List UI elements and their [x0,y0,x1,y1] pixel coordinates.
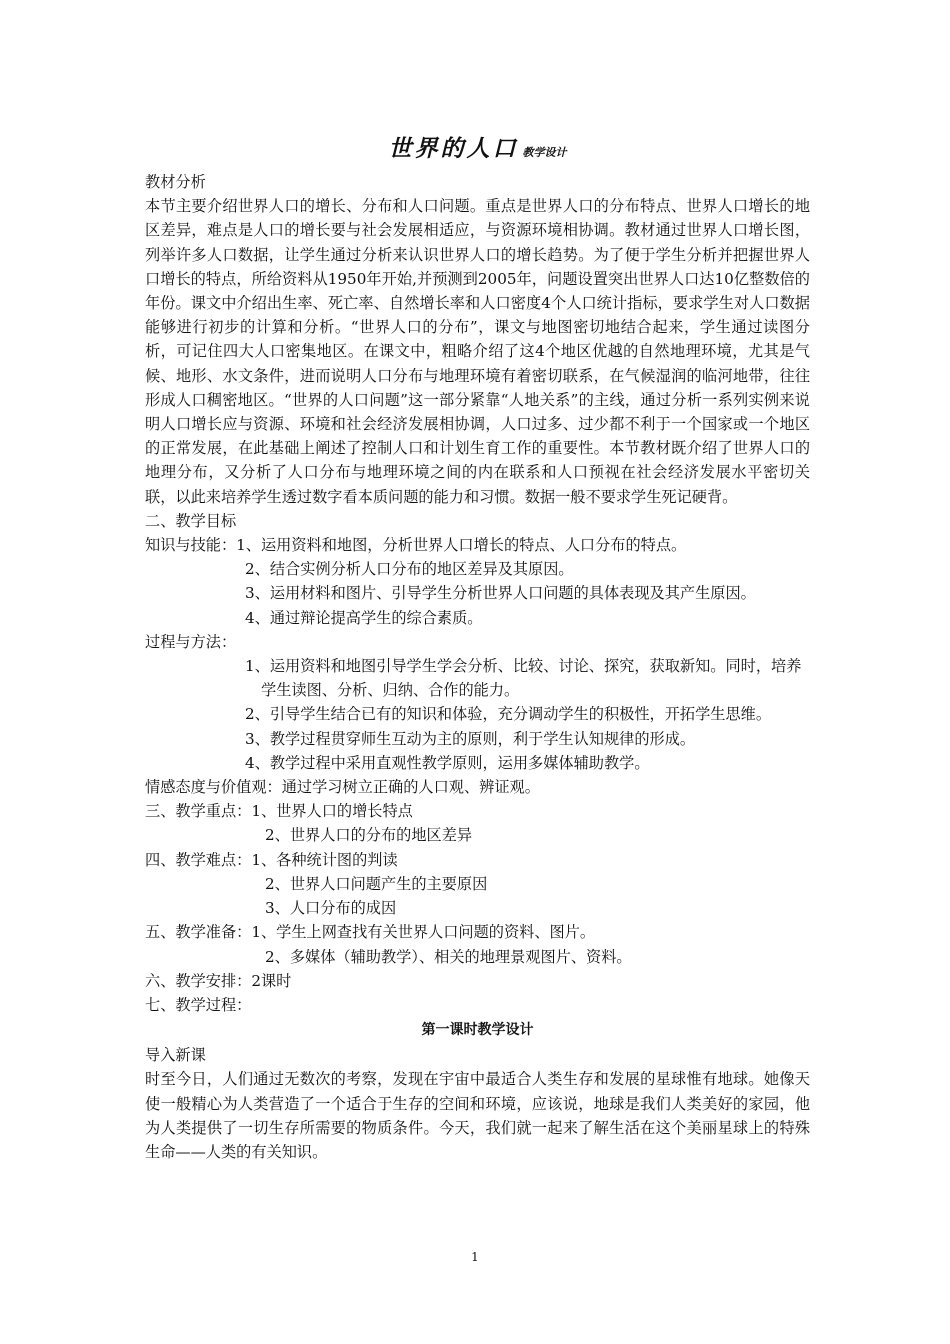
title-sub: 教学设计 [522,146,567,159]
document-page [145,132,810,1164]
knowledge-line-1 [145,533,810,557]
intro-heading: 导入新课 [145,1046,206,1065]
process-item-2: 2、引导学生结合已有的知识和体验，充分调动学生的积极性，开拓学生思维。 [245,705,772,724]
process-item-1b: 学生读图、分析、归纳、合作的能力。 [261,681,520,700]
preparation-line-2: 2、多媒体（辅助教学）、相关的地理景观图片、资料。 [265,947,632,966]
knowledge-item-2: 2、结合实例分析人口分布的地区差异及其原因。 [245,560,574,579]
difficulties-line-3: 3、人口分布的成因 [265,899,397,918]
lesson1-heading: 第一课时教学设计 [421,1022,534,1039]
emotion-line: 情感态度与价值观：通过学习树立正确的人口观、辨证观。 [145,778,540,797]
schedule-line: 六、教学安排：2课时 [145,971,292,990]
material-heading: 教材分析 [145,173,206,191]
key-points-line-1: 三、教学重点：1、世界人口的增长特点 [145,802,413,821]
knowledge-label: 知识与技能： [145,536,237,555]
intro-body: 时至今日，人们通过无数次的考察，发现在宇宙中最适合人类生存和发展的星球惟有地球。她像天使一般精心为人类营造了一个适合于生存的空间和环境，应该说，地球是我们人类美好的家园，他为人类提供了一切生存所需要的物质条件。今天，我们就一起来了解生活在这个美丽星球上的特殊生命——人类的有关知识。 [145,1070,810,1161]
process-heading: 七、教学过程： [145,995,252,1014]
knowledge-item-4: 4、通过辩论提高学生的综合素质。 [245,608,483,627]
knowledge-item-3: 3、运用材料和图片、引导学生分析世界人口问题的具体表现及其产生原因。 [245,584,756,603]
process-item-3: 3、教学过程贯穿师生互动为主的原则，利于学生认知规律的形成。 [245,729,696,748]
document-title [145,132,810,166]
title-main: 世界的人口 [388,136,519,162]
goals-heading: 二、教学目标 [145,511,237,530]
preparation-line-1: 五、教学准备：1、学生上网查找有关世界人口问题的资料、图片。 [145,923,596,942]
difficulties-line-1: 四、教学难点：1、各种统计图的判读 [145,850,398,869]
process-item-4: 4、教学过程中采用直观性教学原则，运用多媒体辅助教学。 [245,753,650,772]
key-points-line-2: 2、世界人口的分布的地区差异 [265,826,473,845]
process-item-1a: 1、运用资料和地图引导学生学会分析、比较、讨论、探究，获取新知。同时，培养 [245,657,802,676]
page-number: 1 [471,1250,479,1264]
difficulties-line-2: 2、世界人口问题产生的主要原因 [265,874,488,893]
material-body: 本节主要介绍世界人口的增长、分布和人口问题。重点是世界人口的分布特点、世界人口增长的地区差异，难点是人口的增长要与社会发展相适应，与资源环境相协调。教材通过世界人口增长图，列举许多人口数据，让学生通过分析来认识世界人口的增长趋势。为了便于学生分析并把握世界人口增长的特点，所给资料从1950年开始,并预测到2005年，问题设置突出世界人口达10亿整数倍的年份。课文中介绍出生率、死亡率、自然增长率和人口密度4个人口统计指标，要求学生对人口数据能够进行初步的计算和分析。“世界人口的分布”，课文与地图密切地结合起来，学生通过读图分析，可记住四大人口密集地区。在课文中，粗略介绍了这4个地区优越的自然地理环境，尤其是气候、地形、水文条件，进而说明人口分布与地理环境有着密切联系，在气候湿润的临河地带，往往形成人口稠密地区。“世界的人口问题”这一部分紧靠“人地关系”的主线，通过分析一系列实例来说明人口增长应与资源、环境和社会经济发展相协调，人口过多、过少都不利于一个国家或一个地区的正常发展，在此基础上阐述了控制人口和计划生育工作的重要性。本节教材既介绍了世界人口的地理分布，又分析了人口分布与地理环境之间的内在联系和人口预视在社会经济发展水平密切关联，以此来培养学生透过数字看本质问题的能力和习惯。数据一般不要求学生死记硬背。 [145,197,810,506]
process-label: 过程与方法： [145,632,237,651]
knowledge-item-1: 1、运用资料和地图，分析世界人口增长的特点、人口分布的特点。 [236,536,687,555]
